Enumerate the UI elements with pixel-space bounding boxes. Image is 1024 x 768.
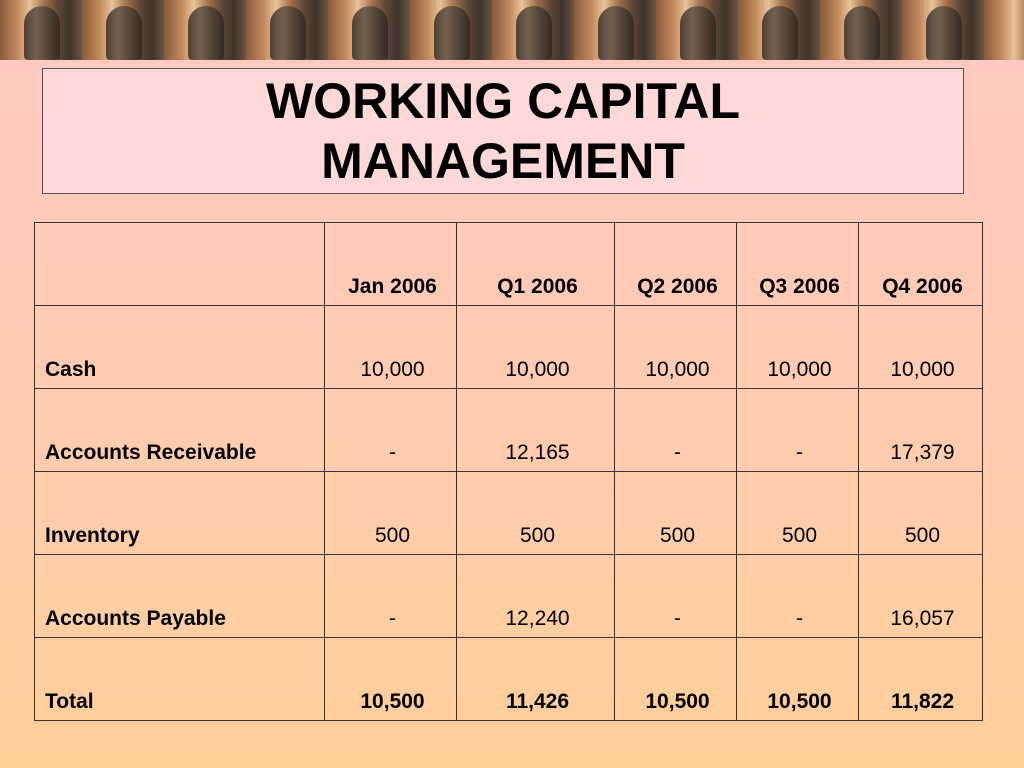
table-cell: 10,500 xyxy=(325,638,457,721)
table-cell: 16,057 xyxy=(859,555,983,638)
header-q1-2006: Q1 2006 xyxy=(457,223,615,306)
header-q4-2006: Q4 2006 xyxy=(859,223,983,306)
table-row-accounts-payable xyxy=(35,555,983,638)
page-title: WORKING CAPITAL MANAGEMENT xyxy=(265,73,741,189)
table-cell: 10,000 xyxy=(737,306,859,389)
row-label: Accounts Receivable xyxy=(35,389,325,472)
table-cell: - xyxy=(737,389,859,472)
row-label: Total xyxy=(35,638,325,721)
table-cell: 10,000 xyxy=(859,306,983,389)
pillar-image xyxy=(738,0,820,60)
table-cell: - xyxy=(615,555,737,638)
table-cell: 10,500 xyxy=(737,638,859,721)
pillar-image xyxy=(574,0,656,60)
row-label: Cash xyxy=(35,306,325,389)
header-cell-empty xyxy=(35,223,325,306)
pillar-image xyxy=(820,0,902,60)
table-cell: 10,500 xyxy=(615,638,737,721)
table-cell: - xyxy=(737,555,859,638)
table-row-accounts-receivable xyxy=(35,389,983,472)
table-cell: - xyxy=(325,555,457,638)
pillar-image xyxy=(164,0,246,60)
table-cell: 500 xyxy=(615,472,737,555)
pillar-image xyxy=(82,0,164,60)
row-label: Accounts Payable xyxy=(35,555,325,638)
table-cell: 10,000 xyxy=(615,306,737,389)
table-cell: 12,165 xyxy=(457,389,615,472)
table-cell: 11,426 xyxy=(457,638,615,721)
row-label: Inventory xyxy=(35,472,325,555)
table-cell: - xyxy=(325,389,457,472)
table-cell: 11,822 xyxy=(859,638,983,721)
pillar-image xyxy=(410,0,492,60)
table-cell: - xyxy=(615,389,737,472)
table-row-total xyxy=(35,638,983,721)
table-row-cash xyxy=(35,306,983,389)
table-cell: 500 xyxy=(325,472,457,555)
working-capital-table xyxy=(34,222,983,721)
title-box xyxy=(42,68,964,194)
table-header-row xyxy=(35,223,983,306)
pillar-image xyxy=(0,0,82,60)
header-jan-2006: Jan 2006 xyxy=(325,223,457,306)
pillar-image xyxy=(656,0,738,60)
header-q2-2006: Q2 2006 xyxy=(615,223,737,306)
table-cell: 500 xyxy=(457,472,615,555)
table-cell: 10,000 xyxy=(325,306,457,389)
pillar-image xyxy=(246,0,328,60)
decorative-banner xyxy=(0,0,1024,60)
pillar-image xyxy=(328,0,410,60)
table-cell: 500 xyxy=(859,472,983,555)
table-cell: 12,240 xyxy=(457,555,615,638)
table-cell: 10,000 xyxy=(457,306,615,389)
header-q3-2006: Q3 2006 xyxy=(737,223,859,306)
table-cell: 500 xyxy=(737,472,859,555)
table-row-inventory xyxy=(35,472,983,555)
pillar-image xyxy=(902,0,984,60)
pillar-image xyxy=(492,0,574,60)
table-cell: 17,379 xyxy=(859,389,983,472)
